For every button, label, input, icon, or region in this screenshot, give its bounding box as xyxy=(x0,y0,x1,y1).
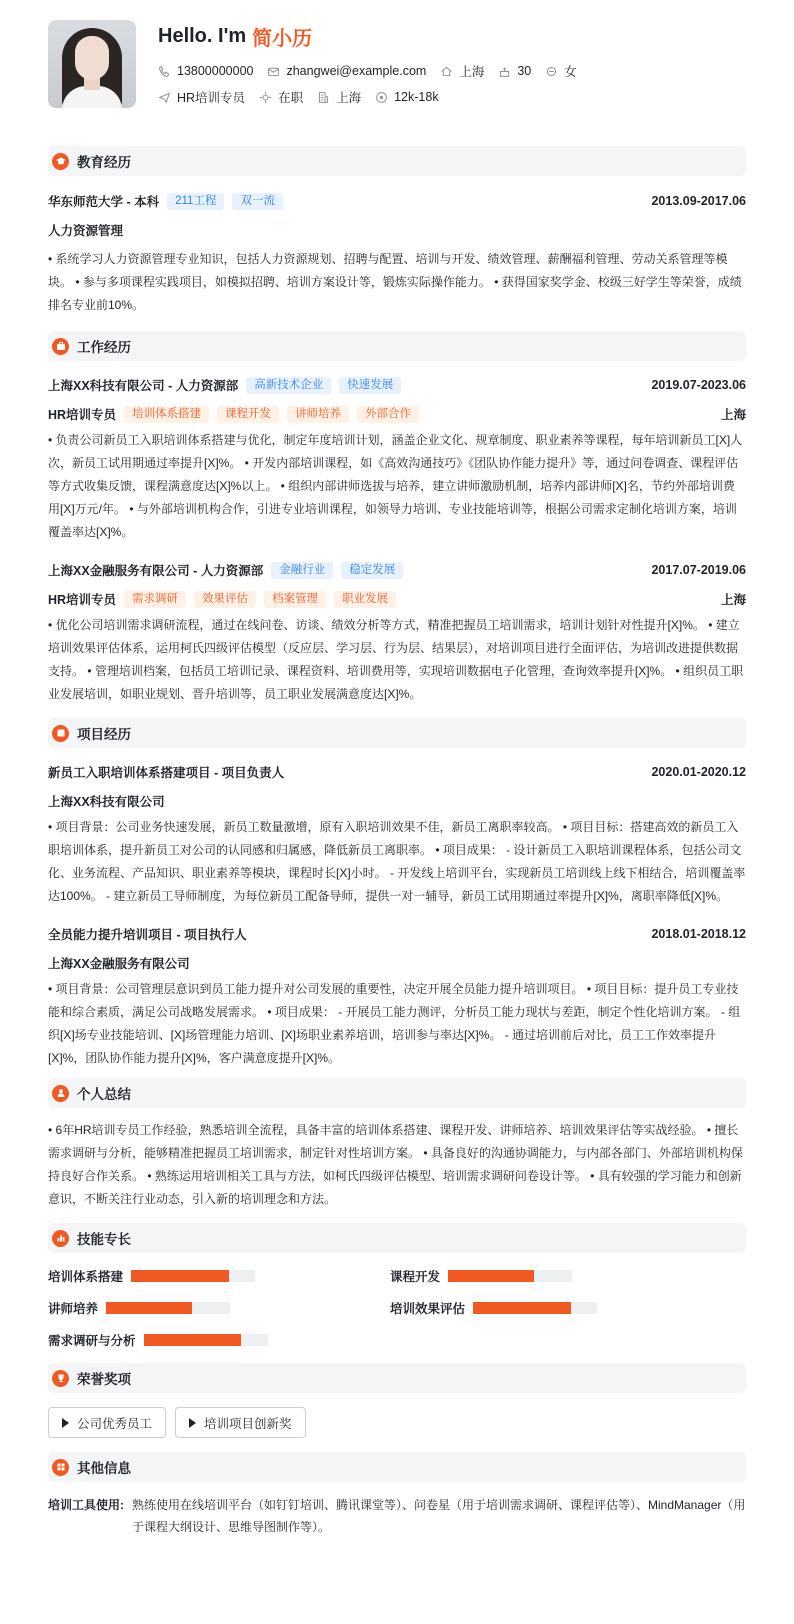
email-value: zhangwei@example.com xyxy=(286,64,427,78)
job-row xyxy=(158,88,591,106)
salary-value: 12k-18k xyxy=(394,90,439,104)
project-name: 全员能力提升培训项目 - 项目执行人 xyxy=(48,928,247,942)
skill-item xyxy=(48,1331,390,1349)
briefcase-icon xyxy=(56,341,66,351)
skill-item xyxy=(390,1267,720,1285)
send-icon xyxy=(158,91,171,104)
skill-bar xyxy=(473,1302,597,1314)
skill-bar xyxy=(448,1270,572,1282)
work-section xyxy=(48,331,746,706)
summary-section xyxy=(48,1078,746,1211)
target-city-value: 上海 xyxy=(336,91,362,105)
gender-value: 女 xyxy=(564,65,577,79)
skill-bar-fill xyxy=(131,1270,229,1282)
job-location: 上海 xyxy=(720,593,746,607)
section-title: 教育经历 xyxy=(77,155,131,170)
skill-tag: 课程开发 xyxy=(217,406,279,423)
skill-bar xyxy=(131,1270,255,1282)
skill-label: 课程开发 xyxy=(390,1270,441,1284)
section-header xyxy=(48,718,746,748)
greeting: Hello. I'm xyxy=(158,24,247,47)
company-tag: 稳定发展 xyxy=(341,562,403,579)
project-description: • 项目背景：公司业务快速发展，新员工数量激增，原有入职培训效果不佳，新员工离职率较高。 • 项目目标：搭建高效的新员工入职培训体系，提升新员工对公司的认同感和归属感，降低新员工离职率。 • 项目成果： - 设计新员工入职培训课程体系，包括公司文化、业务流程、产品知识、职业素养等模块，课程时长[X]小时。 - 开发线上培训平台，实现新员工培训线上线下相结合，培训覆盖率达100%。 - 建立新员工导师制度，为每位新员工配备导师，提供一对一辅导，新员工试用期通过率提升[X]%，离职率降低[X]%。 xyxy=(48,820,746,903)
major-name: 人力资源管理 xyxy=(48,224,124,238)
other-item xyxy=(48,1494,746,1538)
section-title: 其他信息 xyxy=(77,1461,131,1476)
date-range: 2013.09-2017.06 xyxy=(651,194,746,208)
age-value: 30 xyxy=(517,64,532,78)
city-value: 上海 xyxy=(459,65,485,79)
job-location: 上海 xyxy=(720,408,746,422)
school-tag: 211工程 xyxy=(167,193,224,210)
project-company: 上海XX科技有限公司 xyxy=(48,795,165,809)
avatar xyxy=(48,20,136,108)
status-value: 在职 xyxy=(278,91,304,105)
work-item xyxy=(48,560,746,706)
honors-section xyxy=(48,1363,746,1438)
skill-tag: 效果评估 xyxy=(194,591,256,608)
honor-label: 公司优秀员工 xyxy=(77,1416,153,1431)
project-name: 新员工入职培训体系搭建项目 - 项目负责人 xyxy=(48,766,285,780)
honors-list xyxy=(48,1407,746,1438)
project-item xyxy=(48,924,746,1070)
school-name: 华东师范大学 - 本科 xyxy=(48,195,160,209)
skill-item xyxy=(48,1267,390,1285)
project-company: 上海XX金融服务有限公司 xyxy=(48,957,190,971)
work-item xyxy=(48,375,746,544)
project-description: • 项目背景：公司管理层意识到员工能力提升对公司发展的重要性，决定开展全员能力提升培训项目。 • 项目目标：提升员工专业技能和综合素质，满足公司战略发展需求。 • 项目成果： - 开展员工能力测评，分析员工能力现状与差距，制定个性化培训方案。 - 组织[X]场专业技能培训、[X]场管理能力培训、[X]场职业素养培训，培训参与率达[X]%。 - 通过培训前后对比，员工工作效率提升[X]%，团队协作能力提升[X]%，客户满意度提升[X]%。 xyxy=(48,982,741,1065)
contact-row xyxy=(158,62,591,80)
skill-item xyxy=(48,1299,390,1317)
trophy-icon xyxy=(56,1373,66,1383)
skill-label: 培训效果评估 xyxy=(390,1302,466,1316)
skill-tag: 职业发展 xyxy=(334,591,396,608)
skills-grid xyxy=(48,1267,746,1349)
skill-tag: 需求调研 xyxy=(124,591,186,608)
company-name: 上海XX金融服务有限公司 - 人力资源部 xyxy=(48,564,264,578)
page-title xyxy=(158,22,591,50)
other-section xyxy=(48,1452,746,1538)
skill-tag: 档案管理 xyxy=(264,591,326,608)
section-title: 荣誉奖项 xyxy=(77,1372,131,1387)
job-role: HR培训专员 xyxy=(48,593,117,607)
other-value: 熟练使用在线培训平台（如钉钉培训、腾讯课堂等）、问卷星（用于培训需求调研、课程评估等）、MindManager（用于课程大纲设计、思维导图制作等）。 xyxy=(132,1498,746,1534)
company-tag: 快速发展 xyxy=(339,377,401,394)
candidate-name: 简小历 xyxy=(252,27,313,50)
building-icon xyxy=(317,91,330,104)
section-header xyxy=(48,1078,746,1108)
company-tag: 金融行业 xyxy=(271,562,333,579)
phone-value: 13800000000 xyxy=(177,64,254,78)
other-label: 培训工具使用: xyxy=(48,1498,124,1512)
play-icon xyxy=(189,1418,196,1428)
section-header xyxy=(48,1363,746,1393)
date-range: 2018.01-2018.12 xyxy=(651,927,746,941)
work-description: • 优化公司培训需求调研流程，通过在线问卷、访谈、绩效分析等方式，精准把握员工培训需求，培训计划针对性提升[X]%。 • 建立培训效果评估体系，运用柯氏四级评估模型（反应层、学习层、行为层、结果层），对培训项目进行全面评估，为培训改进提供数据支持。 • 管理培训档案，包括员工培训记录、课程资料、培训费用等，实现培训数据电子化管理，查询效率提升[X]%。 • 组织员工职业发展培训，如职业规划、晋升培训等，员工职业发展满意度达[X]%。 xyxy=(48,618,744,701)
work-description: • 负责公司新员工入职培训体系搭建与优化，制定年度培训计划，涵盖企业文化、规章制度、职业素养等课程，每年培训新员工[X]人次，新员工试用期通过率提升[X]%。 • 开发内部培训课程，如《高效沟通技巧》《团队协作能力提升》等，通过问卷调查、课程评估等方式收集反馈，课程满意度达[X]%以上。 • 组织内部讲师选拔与培养，建立讲师激励机制，培养内部讲师[X]名，节约外部培训费用[X]万元/年。 • 与外部培训机构合作，引进专业培训课程，如领导力培训、专业技能培训等，根据公司需求定制化培训方案，培训覆盖率达[X]%。 xyxy=(48,433,743,539)
skill-bar xyxy=(106,1302,230,1314)
company-name: 上海XX科技有限公司 - 人力资源部 xyxy=(48,379,239,393)
skill-bar-fill xyxy=(106,1302,192,1314)
skill-label: 讲师培养 xyxy=(48,1302,99,1316)
project-item xyxy=(48,762,746,908)
graduation-cap-icon xyxy=(56,156,66,166)
skill-bar-fill xyxy=(144,1334,242,1346)
home-icon xyxy=(440,65,453,78)
skill-bar-fill xyxy=(473,1302,571,1314)
job-role: HR培训专员 xyxy=(48,408,117,422)
section-header xyxy=(48,1223,746,1253)
date-range: 2019.07-2023.06 xyxy=(651,378,746,392)
status-icon xyxy=(259,91,272,104)
job-value: HR培训专员 xyxy=(177,91,246,105)
section-header xyxy=(48,1452,746,1482)
user-icon xyxy=(56,1088,66,1098)
date-range: 2017.07-2019.06 xyxy=(651,563,746,577)
honor-item xyxy=(175,1407,306,1438)
play-icon xyxy=(62,1418,69,1428)
honor-label: 培训项目创新奖 xyxy=(204,1416,292,1431)
section-header xyxy=(48,146,746,176)
education-description: • 系统学习人力资源管理专业知识，包括人力资源规划、招聘与配置、培训与开发、绩效管理、薪酬福利管理、劳动关系管理等模块。 • 参与多项课程实践项目，如模拟招聘、培训方案设计等，锻炼实际操作能力。 • 获得国家奖学金、校级三好学生等荣誉，成绩排名专业前10%。 xyxy=(48,252,742,312)
section-title: 项目经历 xyxy=(77,727,131,742)
honor-item xyxy=(48,1407,166,1438)
grid-icon xyxy=(56,1462,66,1472)
skill-label: 培训体系搭建 xyxy=(48,1270,124,1284)
section-header xyxy=(48,331,746,361)
phone-icon xyxy=(158,65,171,78)
skill-label: 需求调研与分析 xyxy=(48,1334,136,1348)
skill-bar xyxy=(144,1334,268,1346)
skill-tag: 培训体系搭建 xyxy=(124,406,209,423)
education-section xyxy=(48,146,746,317)
projects-section xyxy=(48,718,746,1070)
section-title: 技能专长 xyxy=(77,1232,131,1247)
salary-icon xyxy=(375,91,388,104)
company-tag: 高新技术企业 xyxy=(246,377,331,394)
skill-bar-fill xyxy=(448,1270,534,1282)
skill-tag: 外部合作 xyxy=(357,406,419,423)
date-range: 2020.01-2020.12 xyxy=(651,765,746,779)
project-icon xyxy=(56,728,66,738)
gender-icon xyxy=(545,65,558,78)
chart-icon xyxy=(56,1233,66,1243)
section-title: 个人总结 xyxy=(77,1087,131,1102)
school-tag: 双一流 xyxy=(232,193,283,210)
section-title: 工作经历 xyxy=(77,340,131,355)
resume-header xyxy=(48,20,746,138)
summary-description: • 6年HR培训专员工作经验，熟悉培训全流程，具备丰富的培训体系搭建、课程开发、讲师培养、培训效果评估等实战经验。 • 擅长需求调研与分析，能够精准把握员工培训需求，制定针对性培训方案。 • 具备良好的沟通协调能力，与内部各部门、外部培训机构保持良好合作关系。 • 熟练运用培训相关工具与方法，如柯氏四级评估模型、培训需求调研问卷设计等。 • 具有较强的学习能力和创新意识，不断关注行业动态，引入新的培训理念和方法。 xyxy=(48,1123,743,1206)
skill-item xyxy=(390,1299,720,1317)
skills-section xyxy=(48,1223,746,1349)
cake-icon xyxy=(498,65,511,78)
skill-tag: 讲师培养 xyxy=(287,406,349,423)
mail-icon xyxy=(267,65,280,78)
